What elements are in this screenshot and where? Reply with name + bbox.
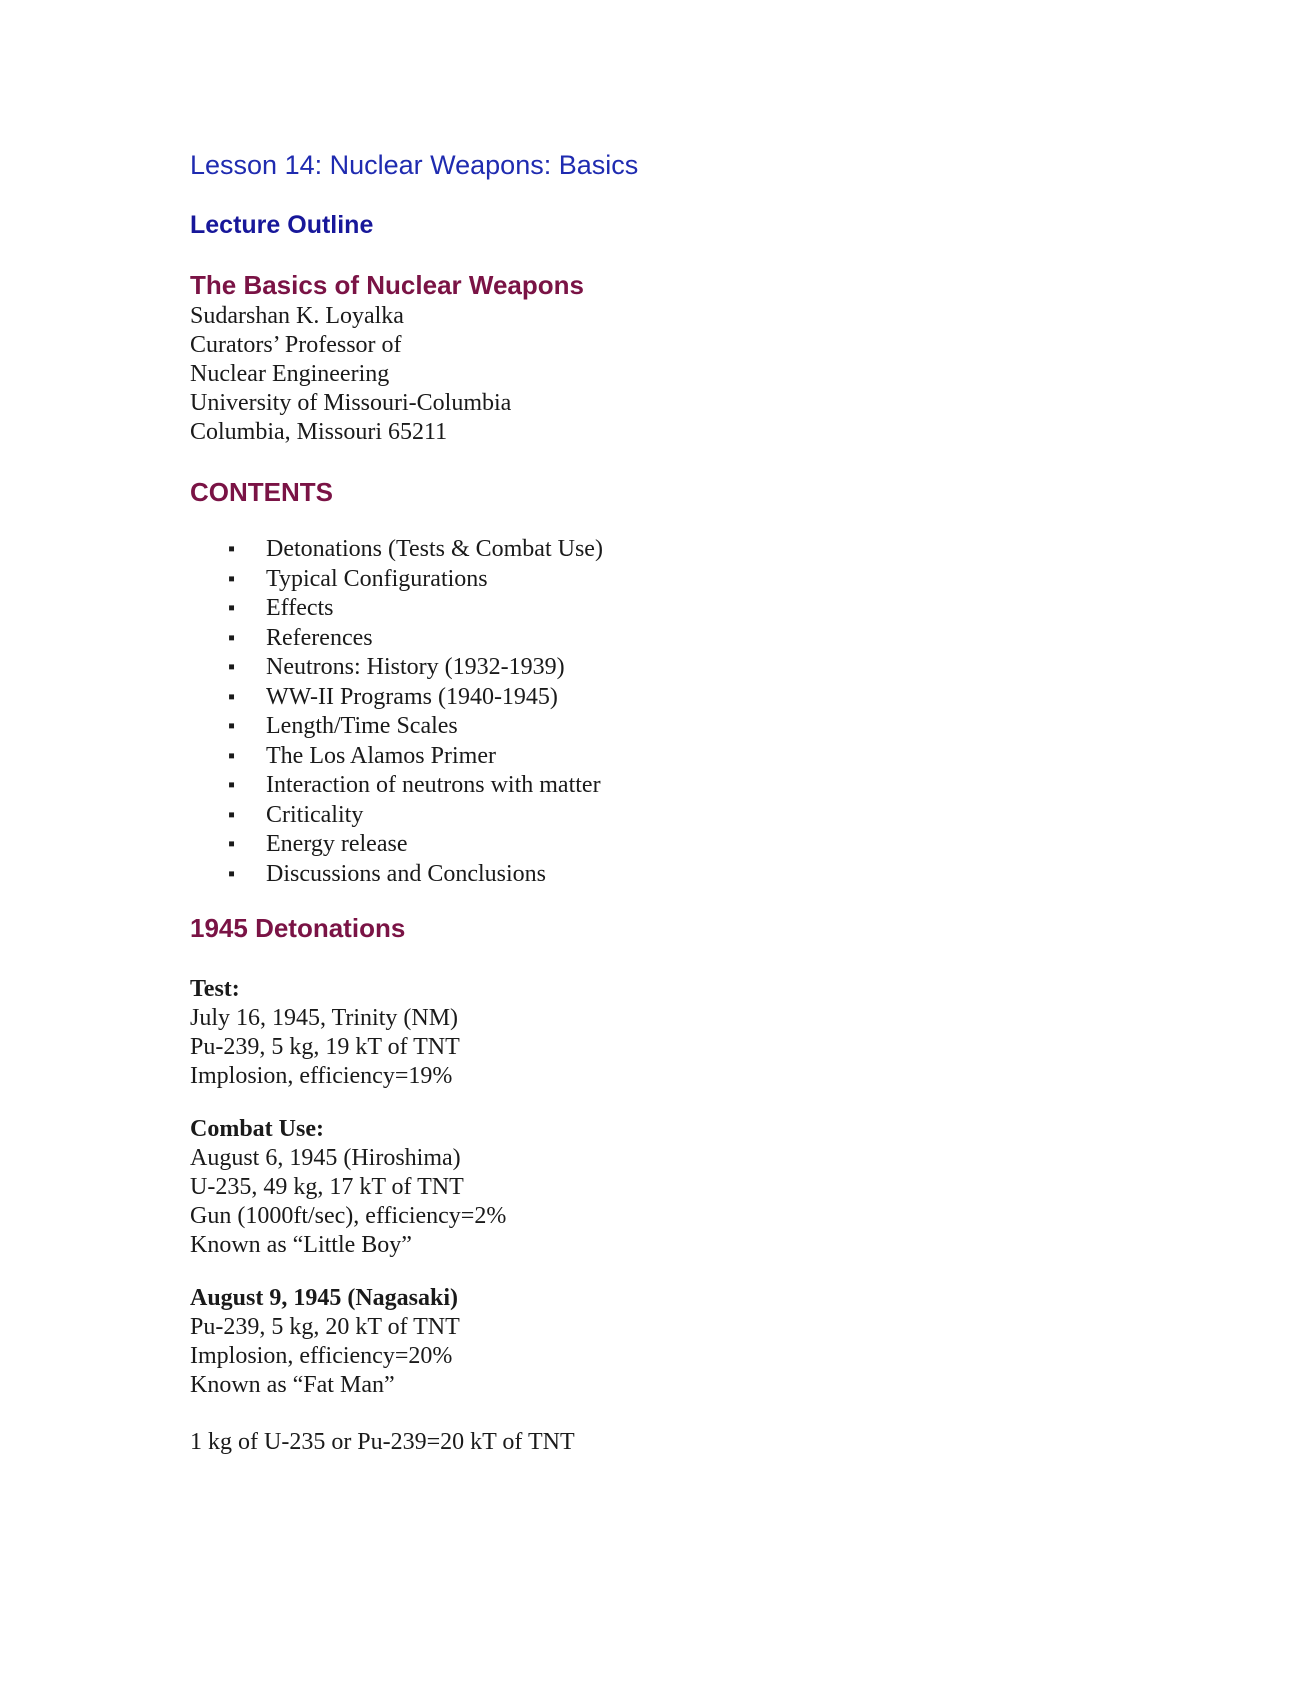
test-material: Pu-239, 5 kg, 19 kT of TNT (190, 1034, 460, 1060)
nagasaki-label: August 9, 1945 (Nagasaki) (190, 1285, 459, 1311)
nagasaki-material: Pu-239, 5 kg, 20 kT of TNT (190, 1314, 460, 1340)
author-department: Nuclear Engineering (190, 361, 390, 387)
detonations-heading: 1945 Detonations (190, 913, 406, 943)
author-block (190, 302, 1190, 447)
bullet-icon: ▪ (228, 597, 236, 619)
author-title: Curators’ Professor of (190, 332, 402, 358)
lecture-outline-heading: Lecture Outline (190, 211, 374, 239)
list-item: ▪ The Los Alamos Primer (228, 742, 1190, 772)
bullet-icon: ▪ (228, 715, 236, 737)
bullet-icon: ▪ (228, 626, 236, 649)
combat-date: August 6, 1945 (Hiroshima) (190, 1145, 461, 1171)
list-item: ▪ Interaction of neutrons with matter (228, 771, 1190, 801)
bullet-icon: ▪ (228, 685, 236, 708)
list-item: ▪ Effects (228, 594, 1190, 624)
bullet-icon: ▪ (228, 803, 236, 826)
list-item: ▪ Detonations (Tests & Combat Use) (228, 535, 1190, 565)
test-label: Test: (190, 976, 240, 1002)
author-university: University of Missouri-Columbia (190, 390, 512, 416)
list-item: ▪ WW-II Programs (1940-1945) (228, 683, 1190, 713)
nagasaki-nickname: Known as “Fat Man” (190, 1372, 395, 1398)
contents-list (190, 535, 1190, 889)
bullet-icon: ▪ (228, 744, 236, 767)
contents-heading: CONTENTS (190, 477, 333, 507)
list-item: ▪ References (228, 624, 1190, 654)
document-page (190, 145, 1190, 1457)
author-name: Sudarshan K. Loyalka (190, 303, 404, 329)
test-date: July 16, 1945, Trinity (NM) (190, 1005, 459, 1031)
nagasaki-efficiency: Implosion, efficiency=20% (190, 1343, 453, 1369)
test-efficiency: Implosion, efficiency=19% (190, 1063, 453, 1089)
list-item: ▪ Typical Configurations (228, 565, 1190, 595)
bullet-icon: ▪ (228, 862, 236, 885)
combat-label: Combat Use: (190, 1116, 324, 1142)
lesson-title: Lesson 14: Nuclear Weapons: Basics (190, 150, 639, 180)
combat-material: U-235, 49 kg, 17 kT of TNT (190, 1174, 464, 1200)
bullet-icon: ▪ (228, 833, 236, 855)
list-item: ▪ Criticality (228, 801, 1190, 831)
nagasaki-block (190, 1284, 1190, 1400)
list-item: ▪ Energy release (228, 830, 1190, 860)
test-block (190, 975, 1190, 1091)
equivalence-line: 1 kg of U-235 or Pu-239=20 kT of TNT (190, 1429, 575, 1455)
bullet-icon: ▪ (228, 774, 236, 796)
author-address: Columbia, Missouri 65211 (190, 419, 448, 445)
basics-heading: The Basics of Nuclear Weapons (190, 270, 584, 300)
bullet-icon: ▪ (228, 567, 236, 590)
bullet-icon: ▪ (228, 656, 236, 678)
list-item: ▪ Discussions and Conclusions (228, 860, 1190, 890)
list-item: ▪ Length/Time Scales (228, 712, 1190, 742)
list-item: ▪ Neutrons: History (1932-1939) (228, 653, 1190, 683)
combat-nickname: Known as “Little Boy” (190, 1232, 412, 1258)
combat-block (190, 1115, 1190, 1260)
bullet-icon: ▪ (228, 538, 236, 560)
combat-efficiency: Gun (1000ft/sec), efficiency=2% (190, 1203, 507, 1229)
